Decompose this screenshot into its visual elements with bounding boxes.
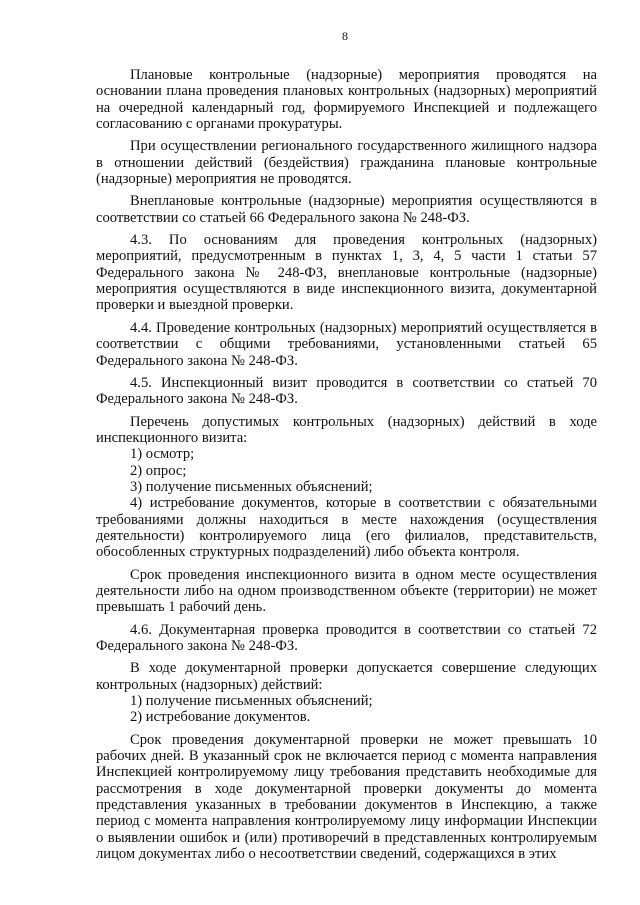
paragraph: Внеплановые контрольные (надзорные) мероприятия осуществляются в соответствии со статьей 66 Федерального закона № 248-ФЗ. (96, 193, 597, 226)
list-item: 2) опрос; (130, 462, 187, 479)
paragraph: При осуществлении регионального государственного жилищного надзора в отношении действий (бездействия) гражданина плановые контрольные (надзорные) мероприятия не проводятся. (96, 138, 597, 188)
document-body (96, 67, 597, 868)
paragraph: 4.5. Инспекционный визит проводится в соответствии со статьей 70 Федерального закона № 248-ФЗ. (96, 374, 597, 408)
paragraph: Срок проведения документарной проверки не может превышать 10 рабочих дней. В указанный срок не включается период с момента направления Инспекцией контролируемому лицу требования представить необходимые для рассмотрения в ходе документарной проверки документы до момента представления указанных в требовании документов в Инспекцию, а также период с момента направления контролируемому лицу информации Инспекции о выявлении ошибок и (или) противоречий в представленных контролируемым лицом документах либо о несоответствии сведений, содержащихся в этих (96, 731, 597, 863)
page-number: 8 (342, 29, 348, 43)
list-item: 2) истребование документов. (130, 709, 311, 726)
list-item: 1) получение письменных объяснений; (130, 693, 373, 710)
paragraph: Плановые контрольные (надзорные) мероприятия проводятся на основании плана проведения плановых контрольных (надзорных) мероприятий на очередной календарный год, формируемого Инспекцией и подлежащего согласованию с органами прокуратуры. (96, 67, 597, 133)
paragraph: Перечень допустимых контрольных (надзорных) действий в ходе инспекционного визита: (96, 413, 597, 446)
list-item: 1) осмотр; (130, 446, 195, 463)
paragraph: Срок проведения инспекционного визита в одном месте осуществления деятельности либо на одном производственном объекте (территории) не может превышать 1 рабочий день. (96, 566, 597, 616)
paragraph: В ходе документарной проверки допускается совершение следующих контрольных (надзорных) действий: (96, 660, 597, 693)
paragraph: 4.6. Документарная проверка проводится в соответствии со статьей 72 Федерального закона № 248-ФЗ. (96, 621, 597, 654)
list-item: 3) получение письменных объяснений; (130, 478, 373, 495)
paragraph: 4.4. Проведение контрольных (надзорных) мероприятий осуществляется в соответствии с общими требованиями, установленными статьей 65 Федерального закона № 248-ФЗ. (96, 319, 597, 369)
paragraph: 4.3. По основаниям для проведения контрольных (надзорных) мероприятий, предусмотренным в пунктах 1, 3, 4, 5 части 1 статьи 57 Федерального закона № 248-ФЗ, внеплановые контрольные (надзорные) мероприятия осуществляются в виде инспекционного визита, документарной проверки и выездной проверки. (96, 232, 597, 314)
list-item: 4) истребование документов, которые в соответствии с обязательными требованиями должны находиться в месте нахождения (осуществления деятельности) контролируемого лица (его филиалов, представительств, обособленных структурных подразделений) либо объекта контроля. (96, 495, 597, 561)
